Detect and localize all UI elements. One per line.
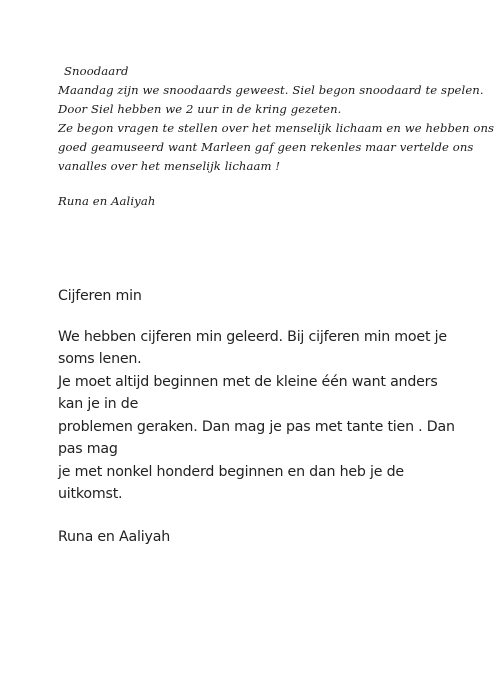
signature: Runa en Aaliyah <box>58 194 156 208</box>
story-line: We hebben cijferen min geleerd. Bij cijferen min moet je <box>58 328 447 345</box>
story-line: pas mag <box>58 441 118 457</box>
story-title: Cijferen min <box>58 288 142 304</box>
story-line: soms lenen. <box>58 351 142 367</box>
story-line: vanalles over het menselijk lichaam ! <box>58 159 281 173</box>
story-line: problemen geraken. Dan mag je pas met tante tien . Dan <box>58 418 455 435</box>
story-line: kan je in de <box>58 396 139 412</box>
story-line: uitkomst. <box>58 486 123 502</box>
story-title: Snoodaard <box>64 64 129 78</box>
story-line: Ze begon vragen te stellen over het menselijk lichaam en we hebben ons <box>58 121 495 135</box>
signature: Runa en Aaliyah <box>58 528 171 545</box>
story-line: Maandag zijn we snoodaards geweest. Siel begon snoodaard te spelen. <box>58 83 484 97</box>
story-cijferen-min <box>58 285 458 548</box>
story-line: Door Siel hebben we 2 uur in de kring gezeten. <box>58 102 342 116</box>
story-line: je met nonkel honderd beginnen en dan heb je de <box>58 463 404 480</box>
story-snoodaard <box>58 62 495 211</box>
story-line: goed geamuseerd want Marleen gaf geen rekenles maar vertelde ons <box>58 140 474 154</box>
story-line: Je moet altijd beginnen met de kleine één want anders <box>58 373 438 390</box>
